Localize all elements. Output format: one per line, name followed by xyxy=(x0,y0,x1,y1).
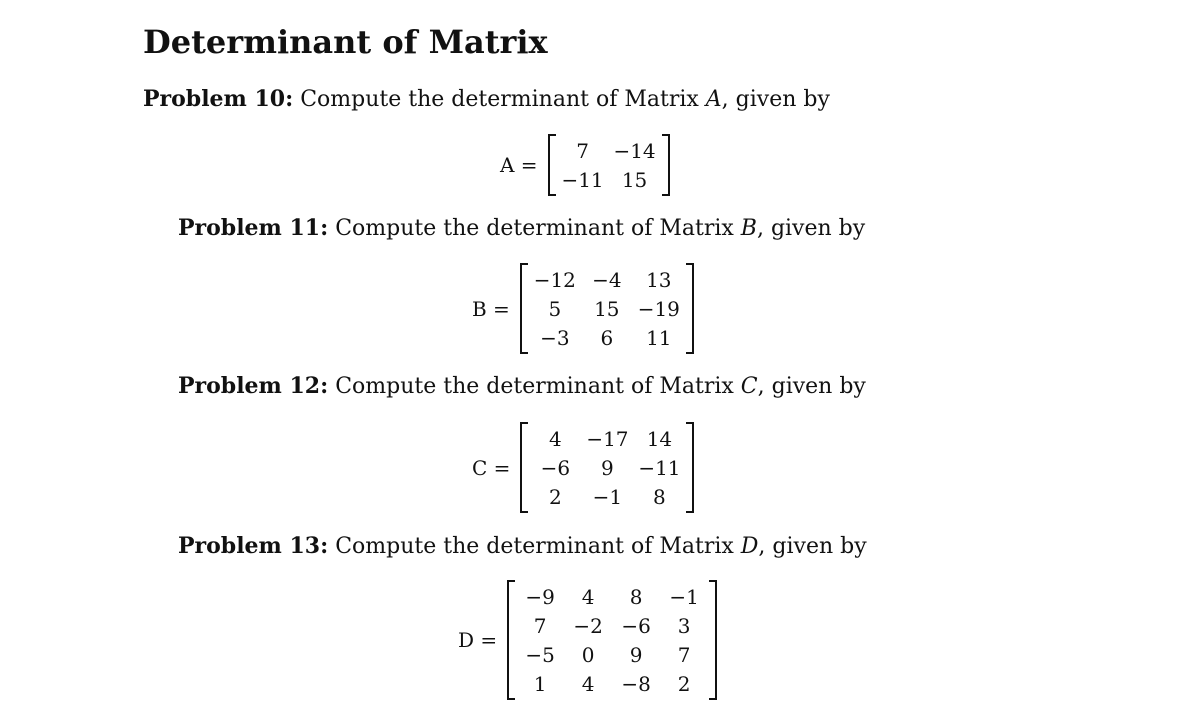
matrix-cell: 7 xyxy=(533,613,547,638)
matrix-cell: 4 xyxy=(581,584,595,609)
problem-label: Problem 10: xyxy=(143,86,294,112)
matrix-cell: −14 xyxy=(613,138,656,163)
matrix-row xyxy=(529,482,685,511)
problem-13-statement xyxy=(178,531,867,562)
matrix-variable: A xyxy=(705,87,722,112)
matrix-cell: 7 xyxy=(576,138,589,163)
problem-12-statement xyxy=(178,371,866,402)
problem-label: Problem 12: xyxy=(178,373,329,399)
matrix-row xyxy=(516,669,708,698)
matrix-row xyxy=(529,453,685,482)
matrix-cell: 8 xyxy=(629,584,643,609)
matrix-b xyxy=(520,265,694,352)
matrix-row xyxy=(516,640,708,669)
matrix-c-equation xyxy=(472,424,694,511)
problem-suffix: , given by xyxy=(721,87,830,112)
matrix-lhs: B = xyxy=(472,296,510,321)
matrix-cell: 4 xyxy=(549,426,562,451)
matrix-cell: 6 xyxy=(600,325,614,350)
matrix-cell: 2 xyxy=(549,484,562,509)
matrix-cell: 13 xyxy=(646,267,672,292)
matrix-cell: 9 xyxy=(629,642,643,667)
matrix-row xyxy=(529,424,685,453)
matrix-lhs: C = xyxy=(472,455,511,480)
matrix-variable: C xyxy=(740,374,758,399)
matrix-d-equation xyxy=(458,582,717,698)
matrix-grid xyxy=(557,136,661,194)
problem-text: Compute the determinant of Matrix xyxy=(300,87,699,112)
matrix-cell: −17 xyxy=(586,426,629,451)
problem-label: Problem 13: xyxy=(178,533,329,559)
matrix-cell: −2 xyxy=(573,613,603,638)
problem-text: Compute the determinant of Matrix xyxy=(335,216,734,241)
matrix-grid xyxy=(529,265,685,352)
matrix-cell: 2 xyxy=(677,671,691,696)
matrix-a xyxy=(548,136,670,194)
matrix-cell: −1 xyxy=(592,484,623,509)
matrix-cell: 5 xyxy=(548,296,562,321)
matrix-b-equation xyxy=(472,265,694,352)
matrix-cell: 0 xyxy=(581,642,595,667)
matrix-row xyxy=(529,265,685,294)
matrix-cell: 15 xyxy=(594,296,620,321)
matrix-variable: B xyxy=(740,216,757,241)
matrix-cell: −19 xyxy=(637,296,680,321)
page-title: Determinant of Matrix xyxy=(143,23,548,61)
matrix-cell: −6 xyxy=(540,455,571,480)
matrix-cell: −3 xyxy=(540,325,570,350)
matrix-cell: 14 xyxy=(646,426,673,451)
matrix-cell: −5 xyxy=(525,642,555,667)
problem-10-statement xyxy=(143,84,830,115)
problem-suffix: , given by xyxy=(756,216,866,241)
matrix-cell: 8 xyxy=(653,484,666,509)
matrix-lhs: D = xyxy=(458,628,498,652)
matrix-cell: 15 xyxy=(621,167,648,192)
matrix-row xyxy=(529,294,685,323)
problem-text: Compute the determinant of Matrix xyxy=(335,534,734,559)
matrix-grid xyxy=(529,424,685,511)
matrix-row xyxy=(516,582,708,611)
matrix-cell: 4 xyxy=(581,671,595,696)
problem-text: Compute the determinant of Matrix xyxy=(335,374,734,399)
matrix-cell: 3 xyxy=(677,613,691,638)
matrix-cell: −11 xyxy=(638,455,681,480)
matrix-cell: −12 xyxy=(533,267,576,292)
matrix-row xyxy=(557,136,661,165)
matrix-cell: −4 xyxy=(592,267,622,292)
problem-suffix: , given by xyxy=(758,534,867,559)
problem-label: Problem 11: xyxy=(178,215,329,241)
matrix-cell: −9 xyxy=(525,584,555,609)
matrix-cell: −1 xyxy=(669,584,699,609)
problem-suffix: , given by xyxy=(757,374,866,399)
matrix-cell: 7 xyxy=(677,642,691,667)
matrix-cell: 9 xyxy=(601,455,614,480)
matrix-row xyxy=(516,611,708,640)
matrix-cell: 11 xyxy=(646,325,672,350)
matrix-d xyxy=(507,582,717,698)
matrix-cell: −6 xyxy=(621,613,651,638)
matrix-c xyxy=(520,424,694,511)
matrix-a-equation xyxy=(500,136,670,194)
matrix-grid xyxy=(516,582,708,698)
matrix-cell: 1 xyxy=(533,671,547,696)
matrix-cell: −11 xyxy=(561,167,604,192)
matrix-variable: D xyxy=(740,534,759,559)
matrix-cell: −8 xyxy=(621,671,651,696)
problem-11-statement xyxy=(178,213,865,244)
matrix-row xyxy=(557,165,661,194)
matrix-lhs: A = xyxy=(500,153,538,177)
matrix-row xyxy=(529,323,685,352)
